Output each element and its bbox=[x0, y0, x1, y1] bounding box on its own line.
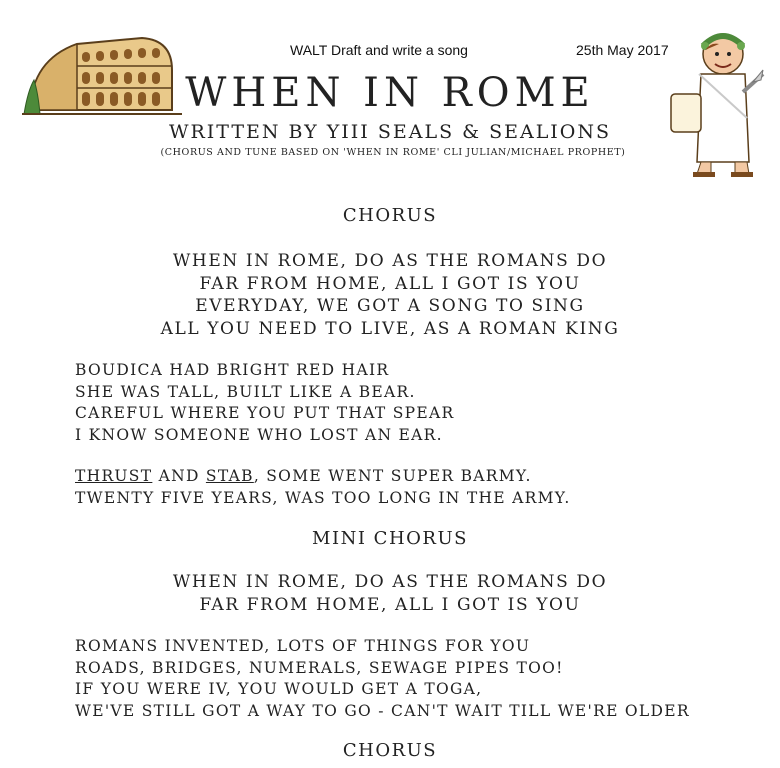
verse-line bbox=[75, 466, 755, 488]
verse-line: WE'VE STILL GOT A WAY TO GO - CAN'T WAIT TILL WE'RE OLDER bbox=[75, 701, 690, 720]
verse-line: IF YOU WERE IV, YOU WOULD GET A TOGA, bbox=[75, 680, 483, 698]
verse-line: I KNOW SOMEONE WHO LOST AN EAR. bbox=[75, 425, 443, 444]
walt-objective: WALT Draft and write a song bbox=[290, 42, 468, 58]
verse-1 bbox=[75, 360, 755, 446]
mini-chorus-block bbox=[0, 571, 780, 616]
verse-line: ROMANS INVENTED, LOTS OF THINGS FOR YOU bbox=[75, 637, 531, 655]
page-title: WHEN IN ROME bbox=[185, 70, 595, 116]
underlined-word-stab: STAB bbox=[205, 467, 254, 485]
song-credit: (CHORUS AND TUNE BASED ON 'WHEN IN ROME' CLI JULIAN/MICHAEL PROPHET) bbox=[160, 147, 626, 158]
chorus-line: FAR FROM HOME, ALL I GOT IS YOU bbox=[199, 594, 581, 615]
underlined-word-thrust: THRUST bbox=[75, 467, 153, 485]
verse-line: BOUDICA HAD BRIGHT RED HAIR bbox=[75, 361, 390, 379]
verse-line: TWENTY FIVE YEARS, WAS TOO LONG IN THE ARMY. bbox=[75, 488, 571, 507]
chorus-line: WHEN IN ROME, DO AS THE ROMANS DO bbox=[172, 572, 608, 592]
chorus-line: FAR FROM HOME, ALL I GOT IS YOU bbox=[199, 273, 581, 294]
chorus-line: WHEN IN ROME, DO AS THE ROMANS DO bbox=[172, 251, 608, 271]
verse-line-rest: , SOME WENT SUPER BARMY. bbox=[253, 467, 532, 485]
verse-line: CAREFUL WHERE YOU PUT THAT SPEAR bbox=[75, 404, 455, 422]
chorus-block bbox=[0, 250, 780, 340]
chorus-heading: CHORUS bbox=[342, 205, 438, 226]
mini-chorus-heading: MINI CHORUS bbox=[312, 528, 468, 549]
final-chorus-heading: CHORUS bbox=[342, 740, 438, 761]
chorus-line: EVERYDAY, WE GOT A SONG TO SING bbox=[195, 296, 585, 316]
document-date: 25th May 2017 bbox=[576, 42, 669, 58]
verse-connector: AND bbox=[152, 467, 206, 485]
chorus-line: ALL YOU NEED TO LIVE, AS A ROMAN KING bbox=[160, 318, 620, 339]
verse-line: SHE WAS TALL, BUILT LIKE A BEAR. bbox=[75, 382, 416, 401]
verse-3 bbox=[75, 636, 755, 722]
verse-line: ROADS, BRIDGES, NUMERALS, SEWAGE PIPES TOO! bbox=[75, 658, 564, 677]
verse-2 bbox=[75, 466, 755, 509]
page-subtitle: WRITTEN BY YIII SEALS & SEALIONS bbox=[168, 121, 612, 143]
